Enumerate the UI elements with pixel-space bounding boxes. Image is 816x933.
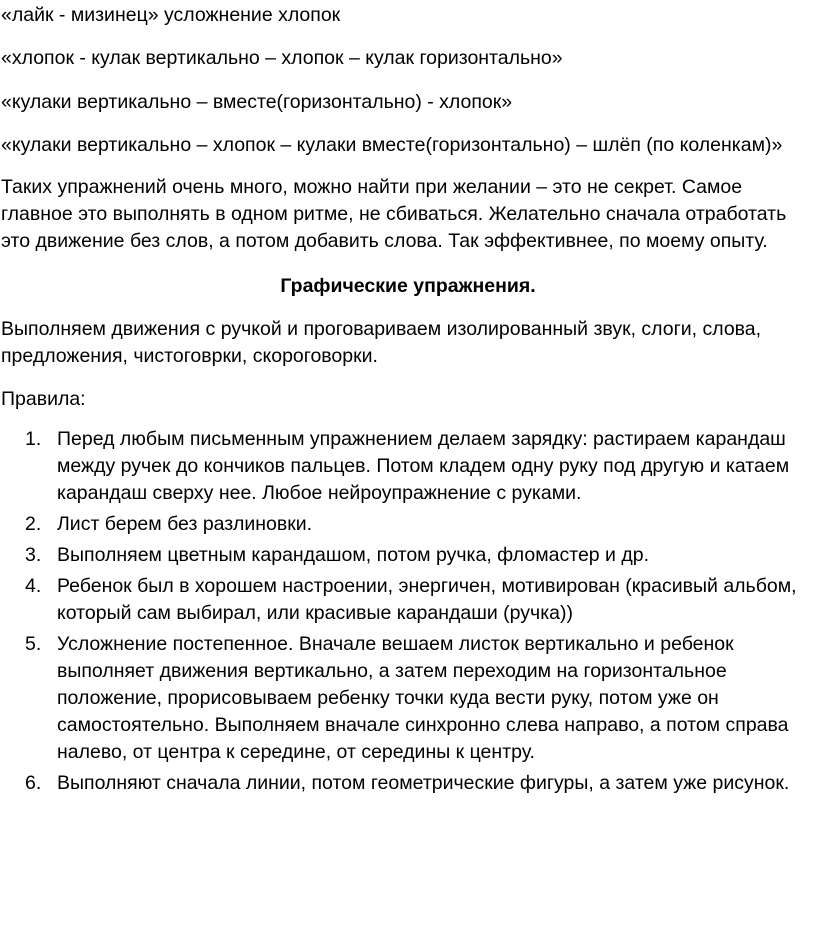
section-heading: Графические упражнения. (280, 275, 536, 297)
list-number: 3. (25, 544, 42, 566)
list-item-text: Перед любым письменным упражнением делаем зарядку: растираем карандаш между ручек до кончиков пальцев. Потом кладем одну руку под другую и катаем карандаш сверху нее. Любое нейроупражнение с руками. (57, 428, 790, 504)
list-item (0, 573, 797, 627)
rules-list (0, 426, 816, 801)
text-line-2: «хлопок - кулак вертикально – хлопок – кулак горизонтально» (1, 47, 563, 69)
list-item-text: Ребенок был в хорошем настроении, энергичен, мотивирован (красивый альбом, который сам выбирал, или красивые карандаши (ручка)) (57, 575, 797, 624)
list-item (0, 426, 797, 507)
rules-label: Правила: (1, 388, 86, 410)
list-item-text: Усложнение постепенное. Вначале вешаем листок вертикально и ребенок выполняет движения вертикально, а затем переходим на горизонтальное положение, прорисовываем ребенку точки куда вести руку, потом уже он самостоятельно. Выполняем вначале синхронно слева направо, а потом справа налево, от центра к середине, от середины к центру. (57, 633, 789, 763)
list-number: 2. (25, 513, 42, 535)
list-item (0, 511, 797, 538)
list-item (0, 542, 797, 569)
list-item (0, 631, 797, 766)
text-line-3: «кулаки вертикально – вместе(горизонтально) - хлопок» (1, 91, 513, 113)
paragraph-exercises: Таких упражнений очень много, можно найти при желании – это не секрет. Самое главное это выполнять в одном ритме, не сбиваться. Желательно сначала отработать это движение без слов, а потом добавить слова. Так эффективнее, по моему опыту. (1, 176, 787, 252)
list-item-text: Лист берем без разлиновки. (57, 513, 313, 535)
list-number: 4. (25, 575, 42, 597)
paragraph-graphic: Выполняем движения с ручкой и проговариваем изолированный звук, слоги, слова, предложения, чистоговрки, скороговорки. (1, 318, 762, 367)
list-number: 1. (25, 428, 42, 450)
list-item-text: Выполняют сначала линии, потом геометрические фигуры, а затем уже рисунок. (57, 772, 790, 794)
list-number: 5. (25, 633, 42, 655)
text-line-4: «кулаки вертикально – хлопок – кулаки вместе(горизонтально) – шлёп (по коленкам)» (1, 134, 783, 156)
list-number: 6. (25, 772, 42, 794)
text-line-1: «лайк - мизинец» усложнение хлопок (1, 4, 341, 26)
list-item-text: Выполняем цветным карандашом, потом ручка, фломастер и др. (57, 544, 649, 566)
list-item (0, 770, 797, 797)
